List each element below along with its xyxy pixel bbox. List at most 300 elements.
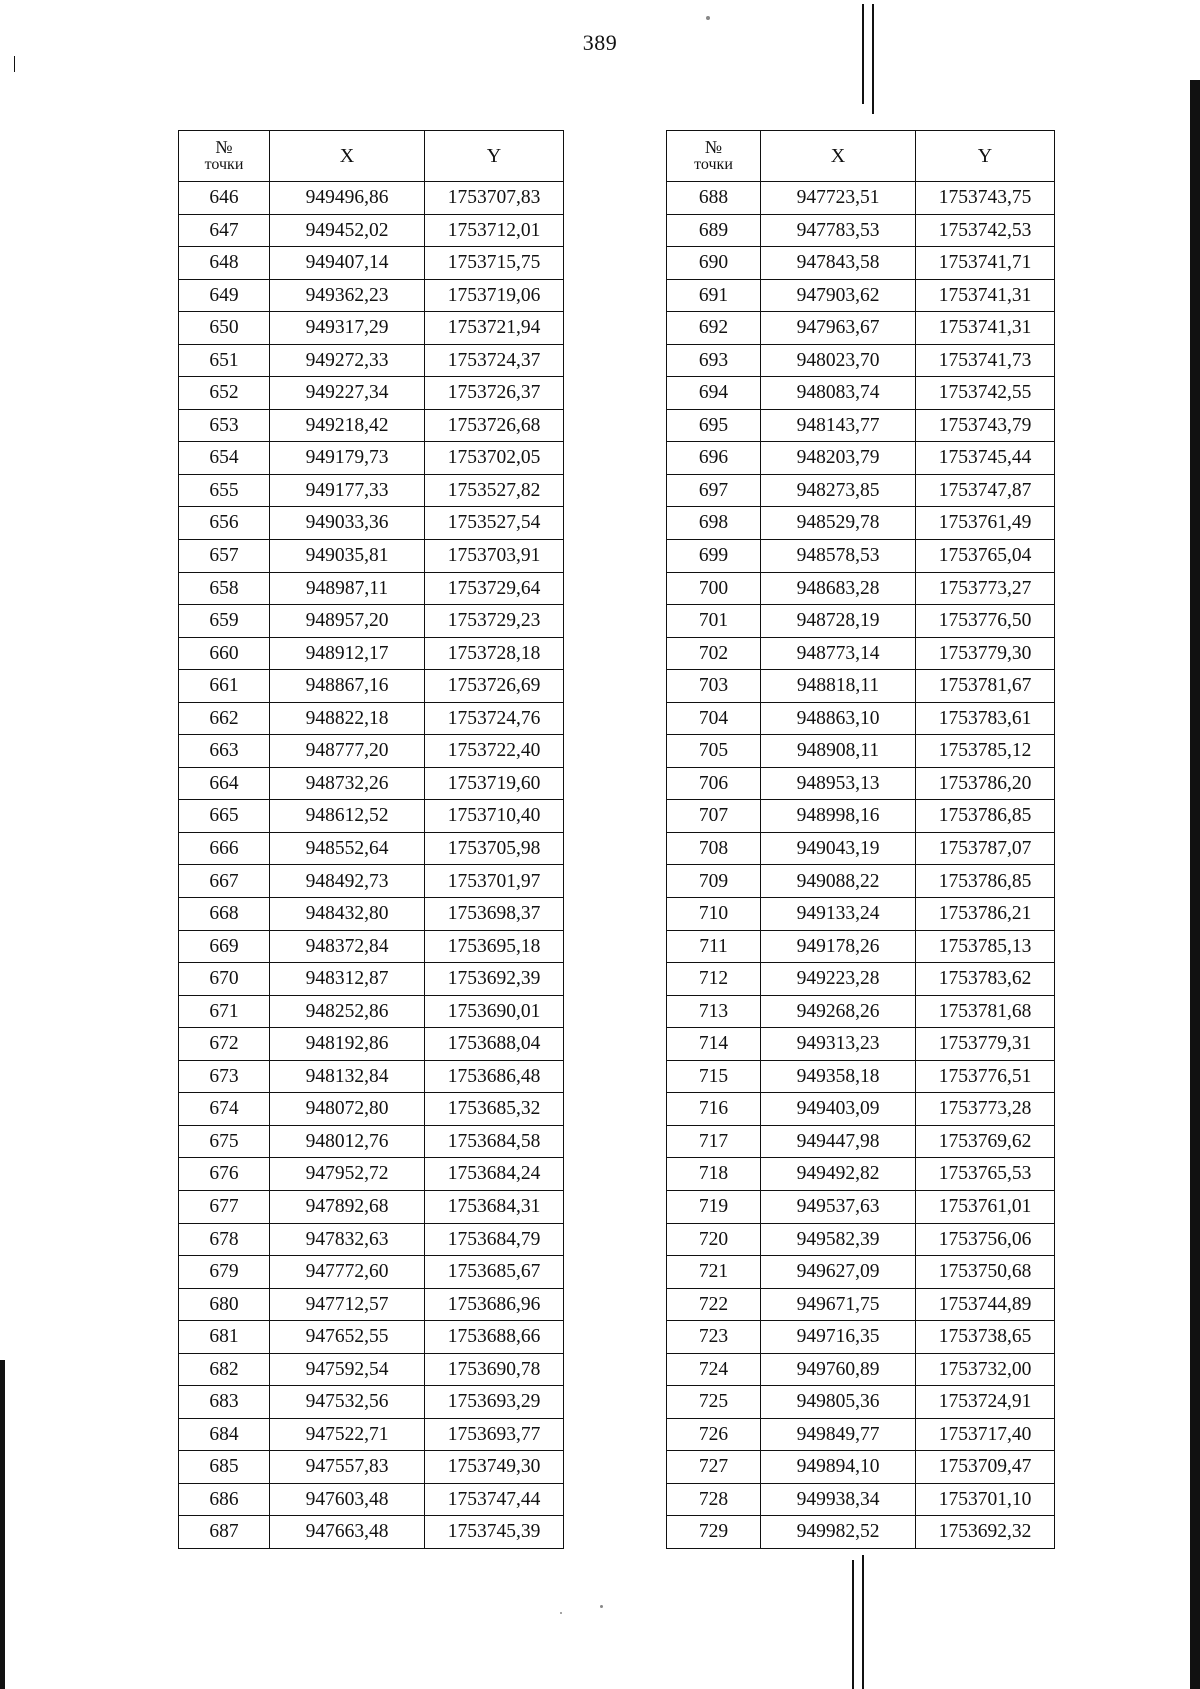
- point-number-cell: 705: [667, 735, 761, 768]
- x-coordinate-cell: 948732,26: [270, 767, 425, 800]
- y-coordinate-cell: 1753684,58: [425, 1125, 564, 1158]
- table-row: [667, 1516, 1055, 1549]
- table-row: [179, 1321, 564, 1354]
- y-coordinate-cell: 1753769,62: [916, 1125, 1055, 1158]
- x-coordinate-cell: 948492,73: [270, 865, 425, 898]
- table-row: [667, 474, 1055, 507]
- point-number-cell: 729: [667, 1516, 761, 1549]
- y-coordinate-cell: 1753747,87: [916, 474, 1055, 507]
- table-row: [667, 865, 1055, 898]
- x-coordinate-cell: 949317,29: [270, 312, 425, 345]
- y-coordinate-cell: 1753688,66: [425, 1321, 564, 1354]
- point-number-cell: 655: [179, 474, 270, 507]
- point-number-cell: 667: [179, 865, 270, 898]
- table-row: [179, 279, 564, 312]
- table-header-row: [179, 131, 564, 182]
- table-row: [179, 670, 564, 703]
- y-coordinate-cell: 1753705,98: [425, 832, 564, 865]
- page-number: 389: [582, 30, 618, 55]
- y-coordinate-cell: 1753692,32: [916, 1516, 1055, 1549]
- point-number-cell: 726: [667, 1418, 761, 1451]
- table-row: [179, 605, 564, 638]
- table-row: [179, 1028, 564, 1061]
- point-number-cell: 716: [667, 1093, 761, 1126]
- y-coordinate-cell: 1753741,73: [916, 344, 1055, 377]
- point-number-cell: 670: [179, 963, 270, 996]
- table-body-right: [667, 182, 1055, 1549]
- x-coordinate-cell: 949447,98: [761, 1125, 916, 1158]
- point-number-cell: 728: [667, 1483, 761, 1516]
- x-coordinate-cell: 947712,57: [270, 1288, 425, 1321]
- x-coordinate-cell: 949805,36: [761, 1386, 916, 1419]
- point-number-cell: 685: [179, 1451, 270, 1484]
- x-coordinate-cell: 947652,55: [270, 1321, 425, 1354]
- table-row: [179, 344, 564, 377]
- table-row: [667, 995, 1055, 1028]
- y-coordinate-cell: 1753693,29: [425, 1386, 564, 1419]
- y-coordinate-cell: 1753692,39: [425, 963, 564, 996]
- table-row: [667, 898, 1055, 931]
- y-coordinate-cell: 1753783,62: [916, 963, 1055, 996]
- table-row: [179, 507, 564, 540]
- x-coordinate-cell: 948863,10: [761, 702, 916, 735]
- y-coordinate-cell: 1753776,51: [916, 1060, 1055, 1093]
- point-number-cell: 722: [667, 1288, 761, 1321]
- table-row: [179, 1386, 564, 1419]
- x-coordinate-cell: 948132,84: [270, 1060, 425, 1093]
- y-coordinate-cell: 1753749,30: [425, 1451, 564, 1484]
- x-coordinate-cell: 947963,67: [761, 312, 916, 345]
- x-coordinate-cell: 949537,63: [761, 1190, 916, 1223]
- y-coordinate-cell: 1753698,37: [425, 898, 564, 931]
- table-row: [179, 1190, 564, 1223]
- x-coordinate-cell: 947532,56: [270, 1386, 425, 1419]
- x-coordinate-cell: 949982,52: [761, 1516, 916, 1549]
- point-number-cell: 646: [179, 182, 270, 215]
- x-coordinate-cell: 948372,84: [270, 930, 425, 963]
- y-coordinate-cell: 1753726,69: [425, 670, 564, 703]
- y-coordinate-cell: 1753783,61: [916, 702, 1055, 735]
- table-row: [179, 214, 564, 247]
- point-number-cell: 669: [179, 930, 270, 963]
- point-number-cell: 718: [667, 1158, 761, 1191]
- y-coordinate-cell: 1753787,07: [916, 832, 1055, 865]
- x-coordinate-cell: 949407,14: [270, 247, 425, 280]
- x-coordinate-cell: 948818,11: [761, 670, 916, 703]
- scan-speck: [706, 16, 710, 20]
- y-coordinate-cell: 1753712,01: [425, 214, 564, 247]
- point-number-cell: 662: [179, 702, 270, 735]
- table-row: [179, 1418, 564, 1451]
- y-coordinate-cell: 1753761,01: [916, 1190, 1055, 1223]
- table-row: [667, 637, 1055, 670]
- x-coordinate-cell: 949088,22: [761, 865, 916, 898]
- y-coordinate-cell: 1753779,30: [916, 637, 1055, 670]
- x-coordinate-cell: 947592,54: [270, 1353, 425, 1386]
- y-coordinate-cell: 1753684,79: [425, 1223, 564, 1256]
- x-coordinate-cell: 948432,80: [270, 898, 425, 931]
- table-row: [667, 1158, 1055, 1191]
- x-coordinate-cell: 948998,16: [761, 800, 916, 833]
- x-coordinate-cell: 948612,52: [270, 800, 425, 833]
- table-row: [667, 1060, 1055, 1093]
- table-row: [667, 572, 1055, 605]
- y-coordinate-cell: 1753756,06: [916, 1223, 1055, 1256]
- table-row: [667, 344, 1055, 377]
- y-coordinate-cell: 1753729,23: [425, 605, 564, 638]
- point-number-cell: 676: [179, 1158, 270, 1191]
- x-coordinate-cell: 947892,68: [270, 1190, 425, 1223]
- point-number-cell: 650: [179, 312, 270, 345]
- y-coordinate-cell: 1753726,37: [425, 377, 564, 410]
- x-coordinate-cell: 949179,73: [270, 442, 425, 475]
- x-coordinate-cell: 949358,18: [761, 1060, 916, 1093]
- point-number-cell: 666: [179, 832, 270, 865]
- x-coordinate-cell: 949313,23: [761, 1028, 916, 1061]
- table-row: [179, 1451, 564, 1484]
- table-row: [667, 670, 1055, 703]
- table-row: [667, 1256, 1055, 1289]
- table-row: [179, 474, 564, 507]
- x-coordinate-cell: 948023,70: [761, 344, 916, 377]
- point-number-cell: 684: [179, 1418, 270, 1451]
- table-row: [667, 702, 1055, 735]
- point-number-cell: 656: [179, 507, 270, 540]
- binding-line-top-1: [862, 4, 864, 104]
- table-row: [667, 1190, 1055, 1223]
- x-coordinate-cell: 949177,33: [270, 474, 425, 507]
- x-coordinate-cell: 949223,28: [761, 963, 916, 996]
- x-coordinate-cell: 948529,78: [761, 507, 916, 540]
- table-row: [667, 247, 1055, 280]
- y-coordinate-cell: 1753785,12: [916, 735, 1055, 768]
- x-coordinate-cell: 948143,77: [761, 409, 916, 442]
- point-number-cell: 724: [667, 1353, 761, 1386]
- point-number-cell: 714: [667, 1028, 761, 1061]
- table-row: [179, 1288, 564, 1321]
- point-number-cell: 686: [179, 1483, 270, 1516]
- table-row: [179, 930, 564, 963]
- y-coordinate-cell: 1753684,31: [425, 1190, 564, 1223]
- y-coordinate-cell: 1753719,60: [425, 767, 564, 800]
- point-number-cell: 661: [179, 670, 270, 703]
- table-row: [667, 312, 1055, 345]
- table-row: [179, 1158, 564, 1191]
- point-number-cell: 668: [179, 898, 270, 931]
- y-coordinate-cell: 1753685,67: [425, 1256, 564, 1289]
- table-row: [179, 963, 564, 996]
- coordinates-table-left: [178, 130, 564, 1549]
- column-header-y: Y: [916, 131, 1055, 182]
- number-sign: №: [704, 137, 723, 158]
- point-number-cell: 653: [179, 409, 270, 442]
- table-row: [667, 963, 1055, 996]
- y-coordinate-cell: 1753773,27: [916, 572, 1055, 605]
- y-coordinate-cell: 1753786,85: [916, 865, 1055, 898]
- y-coordinate-cell: 1753729,64: [425, 572, 564, 605]
- y-coordinate-cell: 1753750,68: [916, 1256, 1055, 1289]
- point-number-cell: 678: [179, 1223, 270, 1256]
- y-coordinate-cell: 1753695,18: [425, 930, 564, 963]
- table-row: [667, 1028, 1055, 1061]
- point-number-cell: 671: [179, 995, 270, 1028]
- y-coordinate-cell: 1753527,54: [425, 507, 564, 540]
- point-number-cell: 708: [667, 832, 761, 865]
- table-row: [667, 1418, 1055, 1451]
- x-coordinate-cell: 949133,24: [761, 898, 916, 931]
- y-coordinate-cell: 1753686,48: [425, 1060, 564, 1093]
- table-row: [667, 442, 1055, 475]
- y-coordinate-cell: 1753701,97: [425, 865, 564, 898]
- table-row: [667, 767, 1055, 800]
- y-coordinate-cell: 1753786,85: [916, 800, 1055, 833]
- y-coordinate-cell: 1753703,91: [425, 540, 564, 573]
- table-row: [179, 637, 564, 670]
- point-number-cell: 680: [179, 1288, 270, 1321]
- x-coordinate-cell: 949627,09: [761, 1256, 916, 1289]
- point-number-cell: 675: [179, 1125, 270, 1158]
- x-coordinate-cell: 949033,36: [270, 507, 425, 540]
- point-number-cell: 657: [179, 540, 270, 573]
- x-coordinate-cell: 948683,28: [761, 572, 916, 605]
- binding-line-left: [14, 56, 15, 72]
- point-number-cell: 699: [667, 540, 761, 573]
- point-word: точки: [204, 156, 244, 174]
- x-coordinate-cell: 949035,81: [270, 540, 425, 573]
- table-row: [179, 312, 564, 345]
- table-row: [667, 1386, 1055, 1419]
- table-row: [667, 1483, 1055, 1516]
- table-row: [179, 182, 564, 215]
- table-row: [667, 214, 1055, 247]
- y-coordinate-cell: 1753726,68: [425, 409, 564, 442]
- point-number-cell: 709: [667, 865, 761, 898]
- point-number-cell: 715: [667, 1060, 761, 1093]
- y-coordinate-cell: 1753744,89: [916, 1288, 1055, 1321]
- x-coordinate-cell: 947903,62: [761, 279, 916, 312]
- table-row: [179, 735, 564, 768]
- x-coordinate-cell: 948312,87: [270, 963, 425, 996]
- y-coordinate-cell: 1753527,82: [425, 474, 564, 507]
- point-number-cell: 663: [179, 735, 270, 768]
- x-coordinate-cell: 948728,19: [761, 605, 916, 638]
- x-coordinate-cell: 947663,48: [270, 1516, 425, 1549]
- x-coordinate-cell: 948252,86: [270, 995, 425, 1028]
- point-number-cell: 695: [667, 409, 761, 442]
- x-coordinate-cell: 947772,60: [270, 1256, 425, 1289]
- x-coordinate-cell: 948912,17: [270, 637, 425, 670]
- table-row: [179, 442, 564, 475]
- y-coordinate-cell: 1753781,68: [916, 995, 1055, 1028]
- y-coordinate-cell: 1753776,50: [916, 605, 1055, 638]
- column-header-x: X: [761, 131, 916, 182]
- point-number-cell: 711: [667, 930, 761, 963]
- x-coordinate-cell: 949492,82: [761, 1158, 916, 1191]
- y-coordinate-cell: 1753717,40: [916, 1418, 1055, 1451]
- table-row: [179, 865, 564, 898]
- x-coordinate-cell: 948777,20: [270, 735, 425, 768]
- y-coordinate-cell: 1753686,96: [425, 1288, 564, 1321]
- point-number-cell: 710: [667, 898, 761, 931]
- y-coordinate-cell: 1753745,44: [916, 442, 1055, 475]
- binding-line-bottom-1: [852, 1560, 854, 1689]
- point-number-cell: 673: [179, 1060, 270, 1093]
- x-coordinate-cell: 949496,86: [270, 182, 425, 215]
- y-coordinate-cell: 1753721,94: [425, 312, 564, 345]
- column-header-point-number: [667, 131, 761, 182]
- table-row: [179, 1516, 564, 1549]
- point-number-cell: 720: [667, 1223, 761, 1256]
- y-coordinate-cell: 1753786,20: [916, 767, 1055, 800]
- x-coordinate-cell: 949268,26: [761, 995, 916, 1028]
- table-row: [667, 1321, 1055, 1354]
- point-number-cell: 689: [667, 214, 761, 247]
- point-number-cell: 712: [667, 963, 761, 996]
- point-number-cell: 693: [667, 344, 761, 377]
- column-header-x: X: [270, 131, 425, 182]
- point-number-cell: 719: [667, 1190, 761, 1223]
- x-coordinate-cell: 949043,19: [761, 832, 916, 865]
- x-coordinate-cell: 948773,14: [761, 637, 916, 670]
- x-coordinate-cell: 948072,80: [270, 1093, 425, 1126]
- x-coordinate-cell: 947522,71: [270, 1418, 425, 1451]
- x-coordinate-cell: 948203,79: [761, 442, 916, 475]
- table-row: [667, 182, 1055, 215]
- point-number-cell: 649: [179, 279, 270, 312]
- point-number-cell: 702: [667, 637, 761, 670]
- x-coordinate-cell: 949938,34: [761, 1483, 916, 1516]
- point-number-cell: 701: [667, 605, 761, 638]
- x-coordinate-cell: 949362,23: [270, 279, 425, 312]
- y-coordinate-cell: 1753741,31: [916, 279, 1055, 312]
- table-row: [179, 572, 564, 605]
- point-number-cell: 698: [667, 507, 761, 540]
- y-coordinate-cell: 1753690,01: [425, 995, 564, 1028]
- point-number-cell: 672: [179, 1028, 270, 1061]
- table-row: [667, 1288, 1055, 1321]
- y-coordinate-cell: 1753724,76: [425, 702, 564, 735]
- x-coordinate-cell: 948552,64: [270, 832, 425, 865]
- scan-edge-left: [0, 1360, 5, 1689]
- y-coordinate-cell: 1753765,53: [916, 1158, 1055, 1191]
- point-number-cell: 665: [179, 800, 270, 833]
- y-coordinate-cell: 1753719,06: [425, 279, 564, 312]
- column-header-y: Y: [425, 131, 564, 182]
- point-number-cell: 679: [179, 1256, 270, 1289]
- y-coordinate-cell: 1753785,13: [916, 930, 1055, 963]
- point-number-cell: 717: [667, 1125, 761, 1158]
- table-row: [179, 702, 564, 735]
- table-row: [667, 377, 1055, 410]
- table-row: [179, 1353, 564, 1386]
- x-coordinate-cell: 948957,20: [270, 605, 425, 638]
- y-coordinate-cell: 1753707,83: [425, 182, 564, 215]
- point-number-cell: 687: [179, 1516, 270, 1549]
- point-word: точки: [694, 156, 733, 174]
- x-coordinate-cell: 948908,11: [761, 735, 916, 768]
- y-coordinate-cell: 1753710,40: [425, 800, 564, 833]
- table-row: [667, 507, 1055, 540]
- point-number-cell: 697: [667, 474, 761, 507]
- scan-edge-right: [1190, 80, 1200, 1689]
- y-coordinate-cell: 1753745,39: [425, 1516, 564, 1549]
- table-row: [179, 832, 564, 865]
- x-coordinate-cell: 948578,53: [761, 540, 916, 573]
- point-number-cell: 651: [179, 344, 270, 377]
- table-row: [667, 800, 1055, 833]
- table-row: [179, 409, 564, 442]
- point-number-cell: 727: [667, 1451, 761, 1484]
- y-coordinate-cell: 1753709,47: [916, 1451, 1055, 1484]
- point-number-cell: 713: [667, 995, 761, 1028]
- y-coordinate-cell: 1753747,44: [425, 1483, 564, 1516]
- point-number-cell: 707: [667, 800, 761, 833]
- y-coordinate-cell: 1753685,32: [425, 1093, 564, 1126]
- point-number-cell: 660: [179, 637, 270, 670]
- x-coordinate-cell: 949452,02: [270, 214, 425, 247]
- table-row: [667, 1125, 1055, 1158]
- point-number-cell: 688: [667, 182, 761, 215]
- scan-speck: [600, 1605, 603, 1608]
- point-number-cell: 664: [179, 767, 270, 800]
- y-coordinate-cell: 1753724,91: [916, 1386, 1055, 1419]
- point-number-cell: 647: [179, 214, 270, 247]
- table-row: [179, 995, 564, 1028]
- y-coordinate-cell: 1753701,10: [916, 1483, 1055, 1516]
- y-coordinate-cell: 1753743,79: [916, 409, 1055, 442]
- table-row: [667, 1451, 1055, 1484]
- x-coordinate-cell: 947723,51: [761, 182, 916, 215]
- point-number-cell: 682: [179, 1353, 270, 1386]
- table-row: [179, 247, 564, 280]
- y-coordinate-cell: 1753715,75: [425, 247, 564, 280]
- table-row: [179, 800, 564, 833]
- point-number-cell: 706: [667, 767, 761, 800]
- point-number-cell: 700: [667, 572, 761, 605]
- x-coordinate-cell: 949178,26: [761, 930, 916, 963]
- table-row: [179, 1060, 564, 1093]
- x-coordinate-cell: 949582,39: [761, 1223, 916, 1256]
- column-header-point-number: [179, 131, 270, 182]
- x-coordinate-cell: 949671,75: [761, 1288, 916, 1321]
- table-row: [179, 377, 564, 410]
- y-coordinate-cell: 1753765,04: [916, 540, 1055, 573]
- x-coordinate-cell: 949272,33: [270, 344, 425, 377]
- table-row: [667, 1353, 1055, 1386]
- x-coordinate-cell: 947603,48: [270, 1483, 425, 1516]
- x-coordinate-cell: 948192,86: [270, 1028, 425, 1061]
- x-coordinate-cell: 948987,11: [270, 572, 425, 605]
- binding-line-top-2: [872, 4, 874, 114]
- point-number-cell: 725: [667, 1386, 761, 1419]
- point-number-cell: 674: [179, 1093, 270, 1126]
- y-coordinate-cell: 1753693,77: [425, 1418, 564, 1451]
- point-number-cell: 692: [667, 312, 761, 345]
- x-coordinate-cell: 947952,72: [270, 1158, 425, 1191]
- table-row: [179, 1093, 564, 1126]
- x-coordinate-cell: 948953,13: [761, 767, 916, 800]
- x-coordinate-cell: 948867,16: [270, 670, 425, 703]
- point-number-cell: 721: [667, 1256, 761, 1289]
- point-number-cell: 694: [667, 377, 761, 410]
- table-row: [179, 1256, 564, 1289]
- y-coordinate-cell: 1753684,24: [425, 1158, 564, 1191]
- x-coordinate-cell: 949894,10: [761, 1451, 916, 1484]
- y-coordinate-cell: 1753786,21: [916, 898, 1055, 931]
- y-coordinate-cell: 1753688,04: [425, 1028, 564, 1061]
- coordinates-table-right: [666, 130, 1055, 1549]
- y-coordinate-cell: 1753742,53: [916, 214, 1055, 247]
